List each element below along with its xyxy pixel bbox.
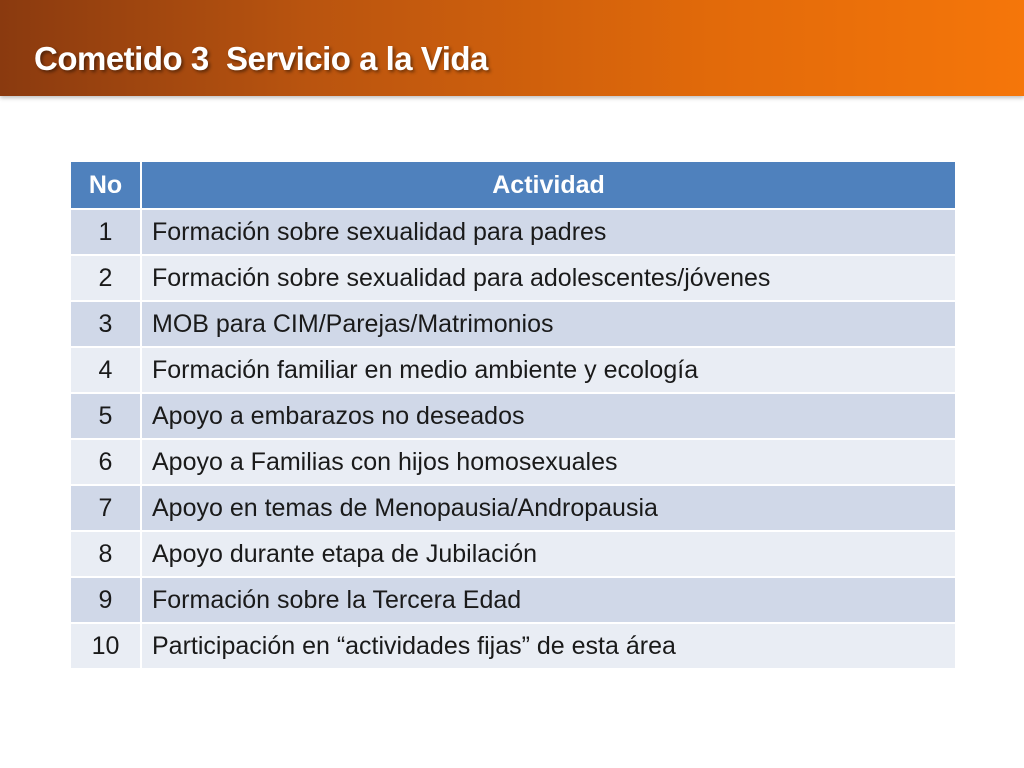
table-row: [70, 255, 956, 301]
row-number: 7: [70, 485, 141, 531]
row-number: 2: [70, 255, 141, 301]
row-number: 5: [70, 393, 141, 439]
row-activity: Apoyo durante etapa de Jubilación: [141, 531, 956, 577]
table-row: [70, 393, 956, 439]
row-number: 8: [70, 531, 141, 577]
row-number: 3: [70, 301, 141, 347]
header-activity: Actividad: [141, 161, 956, 209]
header-no: No: [70, 161, 141, 209]
row-activity: Apoyo a embarazos no deseados: [141, 393, 956, 439]
table-row: [70, 623, 956, 669]
slide-title: Cometido 3 Servicio a la Vida: [34, 40, 488, 77]
row-activity: Formación familiar en medio ambiente y ecología: [141, 347, 956, 393]
row-number: 6: [70, 439, 141, 485]
table-row: [70, 209, 956, 255]
row-activity: Participación en “actividades fijas” de esta área: [141, 623, 956, 669]
row-number: 9: [70, 577, 141, 623]
table-row: [70, 347, 956, 393]
row-number: 10: [70, 623, 141, 669]
row-activity: Formación sobre sexualidad para padres: [141, 209, 956, 255]
row-number: 4: [70, 347, 141, 393]
row-activity: Formación sobre la Tercera Edad: [141, 577, 956, 623]
row-activity: MOB para CIM/Parejas/Matrimonios: [141, 301, 956, 347]
table-row: [70, 301, 956, 347]
table-header-row: [70, 161, 956, 209]
activities-table: [69, 160, 957, 670]
activities-table-container: [69, 160, 955, 670]
row-number: 1: [70, 209, 141, 255]
table-row: [70, 531, 956, 577]
row-activity: Formación sobre sexualidad para adolescentes/jóvenes: [141, 255, 956, 301]
table-row: [70, 485, 956, 531]
row-activity: Apoyo en temas de Menopausia/Andropausia: [141, 485, 956, 531]
row-activity: Apoyo a Familias con hijos homosexuales: [141, 439, 956, 485]
title-bar: [0, 0, 1024, 96]
table-row: [70, 439, 956, 485]
table-row: [70, 577, 956, 623]
